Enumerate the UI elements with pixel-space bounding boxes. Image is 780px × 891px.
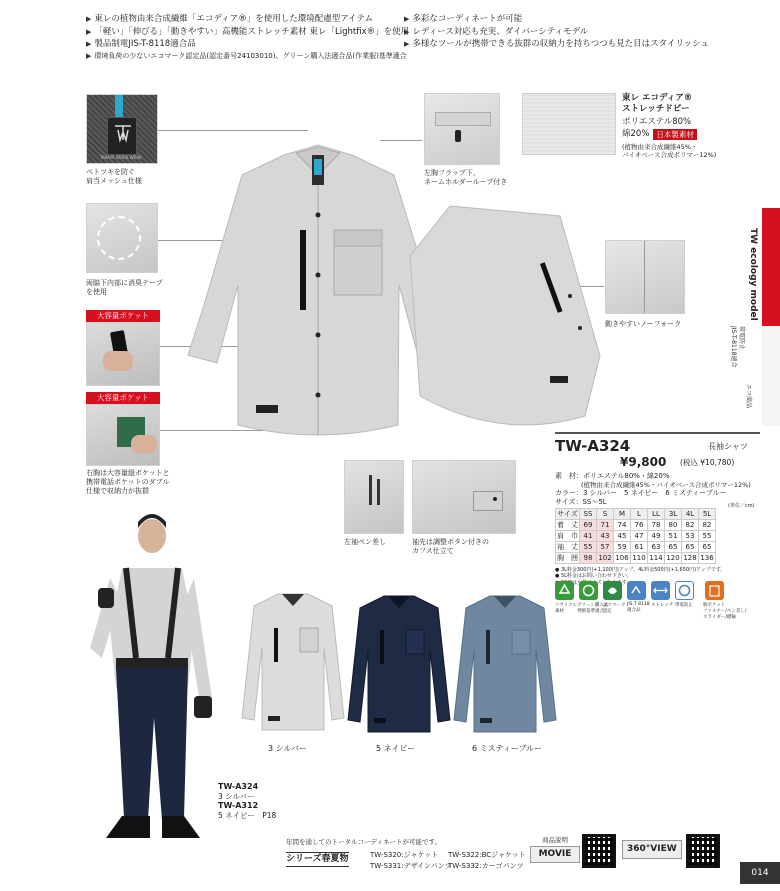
size-cell: 102 xyxy=(598,554,612,562)
color-value: 3 シルバー 5 ネイビー 6 ミスティーブルー xyxy=(583,488,727,497)
size-cell: 57 xyxy=(597,542,614,553)
size-cell: 55 xyxy=(580,542,597,553)
hand xyxy=(103,351,133,371)
seam xyxy=(644,241,645,314)
coordinate-item: TW-S332:カーゴパンツ xyxy=(448,862,524,870)
flap-detail-photo xyxy=(424,93,500,165)
view360-qr-code[interactable] xyxy=(686,834,720,868)
fork-caption: 動きやすいノーフォーク xyxy=(605,320,682,328)
cuff xyxy=(473,491,503,511)
size-table xyxy=(555,508,716,564)
model-caption-color1: 3 シルバー xyxy=(218,792,255,801)
icon-label: ストレッチ xyxy=(651,603,674,608)
size-header-cell: 3L xyxy=(665,509,682,520)
tape-circle xyxy=(97,216,141,260)
coordinate-item: TW-S331:デザインパンツ xyxy=(370,862,452,870)
hand xyxy=(131,435,157,453)
size-cell: 61 xyxy=(631,542,648,553)
size-header-cell: L xyxy=(631,509,648,520)
back-shirt xyxy=(400,196,605,436)
pen xyxy=(369,475,372,505)
model-caption xyxy=(218,782,276,821)
header-bullet: ▶ 多彩なコーディネートが可能 xyxy=(404,14,709,25)
size-cell: 胸 囲 xyxy=(557,554,578,562)
product-price: ¥9,800 xyxy=(620,455,667,469)
size-cell: 98 xyxy=(580,553,597,564)
product-specs xyxy=(555,472,760,506)
pen-caption: 左袖ペン差し xyxy=(344,538,386,546)
size-cell: 51 xyxy=(665,531,682,542)
size-cell: 120 xyxy=(666,554,680,562)
fabric-name: 東レ エコディア® ストレッチドビー xyxy=(622,93,693,114)
variant-num: 6 xyxy=(472,744,478,753)
coordinate-item: TW-S320:ジャケット xyxy=(370,851,439,859)
pen xyxy=(377,479,380,505)
variant-name: ネイビー xyxy=(383,744,416,753)
size-note: ● 3L料金300円(+1,100円)アップ、4L料金500円(+1,650円)アップです。 xyxy=(555,567,726,573)
coordinate-lead: 年間を通してのトータルコーディネートが可能です。 xyxy=(286,838,441,846)
name-loop xyxy=(455,130,461,142)
side-tab-title: TW ecology model xyxy=(748,228,758,321)
icon-label: エコマーク 認定 xyxy=(603,603,626,614)
variant-num: 5 xyxy=(376,744,382,753)
fork-detail-photo xyxy=(605,240,685,314)
size-header-cell: LL xyxy=(648,509,665,520)
color-label: カラー： xyxy=(555,488,583,497)
model-caption-code1: TW-A324 xyxy=(218,782,259,791)
cuff-detail-photo xyxy=(412,460,516,534)
size-cell: 43 xyxy=(597,531,614,542)
header-bullet: ▶ 環境負荷の少ないエコマーク認定品(認定番号24103010)、グリーン購入法適合品(作業服)基準適合 xyxy=(86,52,409,61)
size-table-header xyxy=(556,509,716,520)
size-cell: 110 xyxy=(632,554,646,562)
size-note: ● 5L料金はお問い合わせ下さい。 xyxy=(555,573,632,580)
brand-text: TAKAYA WORK WEAR xyxy=(100,155,142,160)
header-bullet: ▶ レディース対応も充実、ダイバーシティモデル xyxy=(404,27,709,38)
flap xyxy=(435,112,491,126)
cuff-caption: 袖先は調整ボタン付きの カフス仕立て xyxy=(412,538,489,555)
size-cell: 59 xyxy=(614,542,631,553)
variant-num: 3 xyxy=(268,744,274,753)
model-illustration xyxy=(76,508,226,848)
size-cell: 78 xyxy=(648,520,665,531)
view360-button[interactable]: 360°VIEW xyxy=(622,840,682,859)
header-bullet: ▶ 「軽い」「伸びる」「動きやすい」高機能ストレッチ素材 東レ「Lightfix®」を使用 xyxy=(86,27,409,38)
icon-label: リサイクル 素材 xyxy=(555,603,577,614)
size-cell: 65 xyxy=(665,542,682,553)
ecomark-icon xyxy=(603,581,622,600)
size-cell: 106 xyxy=(615,554,629,562)
size-cell: 74 xyxy=(614,520,631,531)
size-header-cell: SS xyxy=(580,509,597,520)
material-note: (植物由来合成繊維45%・バイオベース合成ポリマー12%) xyxy=(581,480,751,489)
size-cell: 45 xyxy=(614,531,631,542)
tw-logo-icon xyxy=(108,118,138,148)
product-code: TW-A324 xyxy=(555,437,631,455)
shirt-blue-illustration xyxy=(452,590,558,740)
material-label: 素 材： xyxy=(555,472,583,480)
movie-label-top: 商品説明 xyxy=(542,836,568,844)
size-cell: 128 xyxy=(683,554,697,562)
variant-name: ミスティーブルー xyxy=(479,744,543,753)
size-table-row xyxy=(556,531,716,542)
product-type: 長袖シャツ xyxy=(708,442,748,451)
model-caption-color2: 5 ネイビー P18 xyxy=(218,811,277,821)
icon-label: グリーン購入法 判断基準適合 xyxy=(577,603,609,614)
size-label: サイズ： xyxy=(555,497,583,506)
variant-label-silver xyxy=(268,744,307,754)
icon-label: 胸ポケット ファスナー/ペン差し/ スライダー/鍵輪 xyxy=(703,603,747,620)
flap-caption: 左胸フラップ下、 ネームホルダーループ付き xyxy=(424,169,508,186)
size-cell: 76 xyxy=(631,520,648,531)
shirt-silver-illustration xyxy=(240,588,346,738)
size-cell: 41 xyxy=(580,531,597,542)
model-photo xyxy=(76,508,226,848)
coordinate-series: シリーズ春夏物 xyxy=(286,852,349,867)
page-number: 014 xyxy=(740,862,780,884)
green-purchase-icon xyxy=(579,581,598,600)
side-tab-sub1: 帯電防止 JIS-T-8118適合 xyxy=(730,326,745,368)
size-cell: 114 xyxy=(649,554,663,562)
size-cell: 71 xyxy=(597,520,614,531)
size-cell: 49 xyxy=(648,531,665,542)
fabric-swatch-photo xyxy=(522,93,616,155)
fabric-cotton: 綿20% xyxy=(622,129,650,140)
size-header-cell: 5L xyxy=(699,509,716,520)
pocket-tag-2: 大容量ポケット xyxy=(86,392,160,404)
mesh-detail-photo xyxy=(86,94,158,164)
fabric-note: (植物由来合成繊維45%・ バイオベース合成ポリマー12%) xyxy=(622,143,717,160)
movie-button[interactable] xyxy=(530,836,580,868)
size-cell: 63 xyxy=(648,542,665,553)
size-header-cell: S xyxy=(597,509,614,520)
size-header-cell: 4L xyxy=(682,509,699,520)
unit-note: (単位／cm) xyxy=(728,503,755,509)
size-table-row xyxy=(556,520,716,531)
icon-label: JIS T 8118 適合品 xyxy=(627,602,650,613)
movie-label-main: MOVIE xyxy=(530,846,580,863)
header-bullet: ▶ 東レの植物由来合成繊維「エコディア®」を使用した環境配慮型アイテム xyxy=(86,14,409,25)
variant-silver-shirt xyxy=(240,588,346,738)
pocket-phone-photo xyxy=(86,322,160,386)
mesh-caption: ベトツキを防ぐ 肩当メッシュ仕様 xyxy=(86,168,142,185)
underarm-detail-photo xyxy=(86,203,158,273)
variant-name: シルバー xyxy=(275,744,307,753)
size-table-row xyxy=(556,553,716,564)
icon-label: 帯電防止 xyxy=(675,603,693,608)
cuff-button xyxy=(493,497,497,501)
side-tab xyxy=(762,208,780,426)
size-value: SS～5L xyxy=(582,497,607,506)
leader-line xyxy=(158,130,308,131)
material-value: ポリエステル80%・綿20% xyxy=(583,472,670,480)
variant-blue-shirt xyxy=(452,590,558,740)
size-table-row xyxy=(556,542,716,553)
model-caption-code2: TW-A312 xyxy=(218,801,259,811)
size-cell: 53 xyxy=(682,531,699,542)
pen-detail-photo xyxy=(344,460,404,534)
header-right-bullets xyxy=(404,14,709,52)
fabric-poly: ポリエステル80% xyxy=(622,117,692,128)
stretch-icon xyxy=(651,581,670,600)
variant-navy-shirt xyxy=(346,590,452,740)
product-price-tax: (税込 ¥10,780) xyxy=(680,458,735,467)
size-cell: 着 丈 xyxy=(557,521,578,529)
shirt-back-illustration xyxy=(400,196,605,436)
neck-label xyxy=(107,117,137,155)
product-divider xyxy=(555,432,760,434)
size-cell: 肩 巾 xyxy=(557,532,578,540)
size-cell: 82 xyxy=(699,520,716,531)
jis-icon xyxy=(627,581,646,600)
header-bullet: ▶ 製品制電JIS-T-8118適合品 xyxy=(86,39,409,50)
size-cell: 82 xyxy=(682,520,699,531)
movie-qr-code[interactable] xyxy=(582,834,616,868)
size-cell: 65 xyxy=(699,542,716,553)
coordinate-item: TW-S322:BCジャケット xyxy=(448,851,526,859)
size-cell: 65 xyxy=(682,542,699,553)
size-cell: 69 xyxy=(580,520,597,531)
size-cell: 55 xyxy=(699,531,716,542)
antistatic-icon xyxy=(675,581,694,600)
pocket-feature-icon xyxy=(705,581,724,600)
size-header-cell: M xyxy=(614,509,631,520)
side-tab-sub2: エコ商品 xyxy=(745,384,752,409)
size-cell: 136 xyxy=(700,554,714,562)
header-bullet: ▶ 多様なツールが携帯できる抜群の収納力を持ちつつも見た目はスタイリッシュ xyxy=(404,39,709,50)
header-left-bullets xyxy=(86,14,409,63)
shirt-navy-illustration xyxy=(346,590,452,740)
feature-icons xyxy=(555,581,760,621)
pocket-tag-1: 大容量ポケット xyxy=(86,310,160,322)
side-tab-red xyxy=(762,208,780,326)
size-header-cell: サイズ xyxy=(557,510,578,518)
variant-label-blue xyxy=(472,744,542,754)
pocket-caption: 右胸は大容量縦ポケットと 携帯電話ポケットのダブル 仕様で収納力が抜群 xyxy=(86,469,170,495)
fabric-info xyxy=(622,93,716,160)
size-cell: 80 xyxy=(665,520,682,531)
tape-caption: 両脇下内部に消臭テープ を使用 xyxy=(86,279,163,296)
size-cell: 47 xyxy=(631,531,648,542)
variant-label-navy xyxy=(376,744,415,754)
pocket-notebook-photo xyxy=(86,404,160,466)
size-cell: 袖 丈 xyxy=(557,543,578,551)
japan-made-badge: 日本製素材 xyxy=(653,129,697,140)
